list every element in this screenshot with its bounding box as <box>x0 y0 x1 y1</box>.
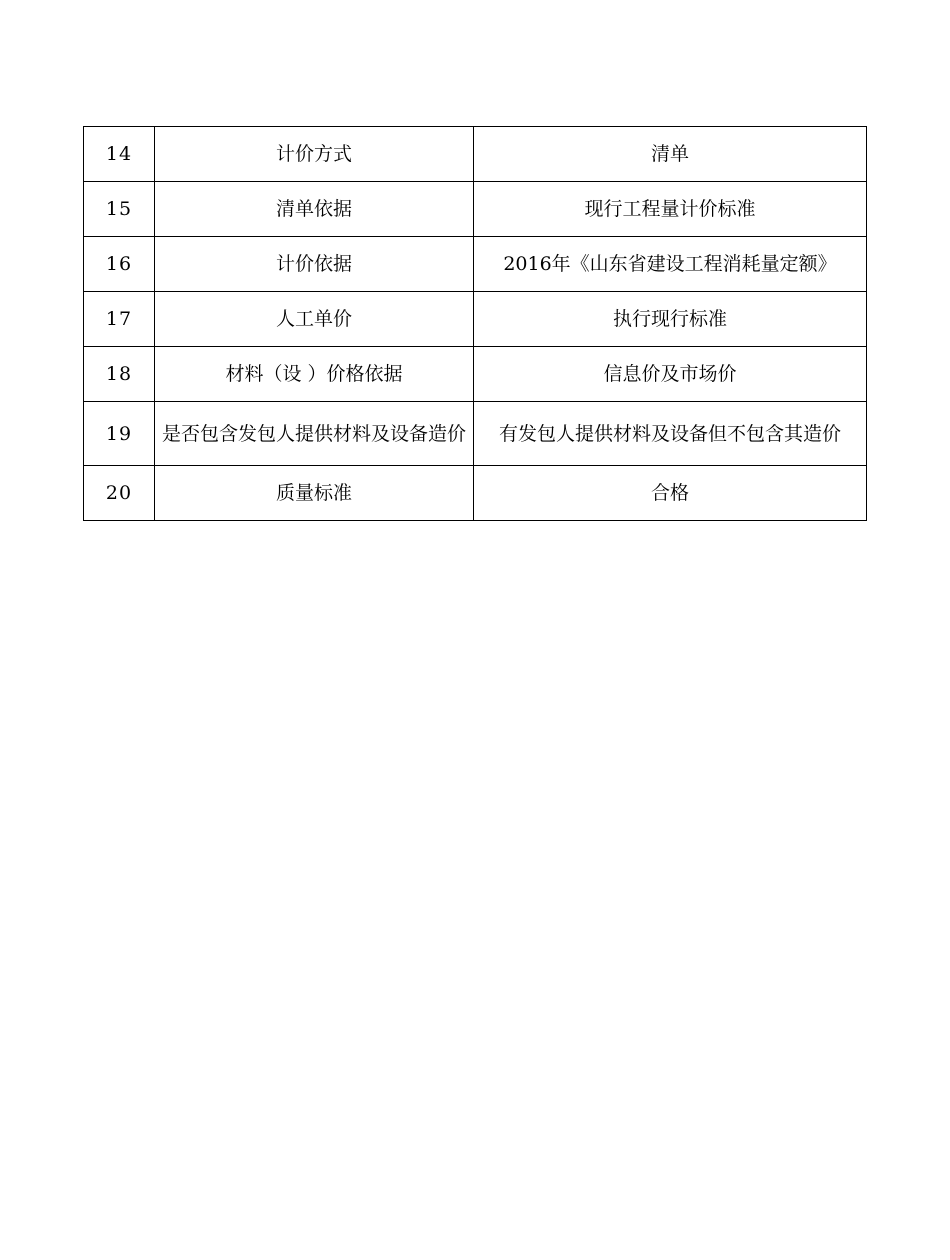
table-row <box>84 292 867 347</box>
row-item: 计价方式 <box>155 127 474 182</box>
row-item: 计价依据 <box>155 237 474 292</box>
row-value: 有发包人提供材料及设备但不包含其造价 <box>474 402 867 466</box>
row-number: 19 <box>84 402 155 466</box>
row-value: 合格 <box>474 466 867 521</box>
table-row <box>84 237 867 292</box>
row-number: 20 <box>84 466 155 521</box>
row-item: 人工单价 <box>155 292 474 347</box>
pricing-info-table <box>83 126 867 521</box>
table-row <box>84 402 867 466</box>
table-row <box>84 127 867 182</box>
row-value: 2016年《山东省建设工程消耗量定额》 <box>474 237 867 292</box>
row-number: 15 <box>84 182 155 237</box>
row-number: 14 <box>84 127 155 182</box>
row-value: 执行现行标准 <box>474 292 867 347</box>
row-value: 信息价及市场价 <box>474 347 867 402</box>
row-value: 现行工程量计价标准 <box>474 182 867 237</box>
row-item: 质量标准 <box>155 466 474 521</box>
row-item: 材料（设 ）价格依据 <box>155 347 474 402</box>
row-number: 16 <box>84 237 155 292</box>
table-row <box>84 347 867 402</box>
row-number: 17 <box>84 292 155 347</box>
row-item: 是否包含发包人提供材料及设备造价 <box>155 402 474 466</box>
table-row <box>84 466 867 521</box>
row-number: 18 <box>84 347 155 402</box>
row-value: 清单 <box>474 127 867 182</box>
table-row <box>84 182 867 237</box>
row-item: 清单依据 <box>155 182 474 237</box>
